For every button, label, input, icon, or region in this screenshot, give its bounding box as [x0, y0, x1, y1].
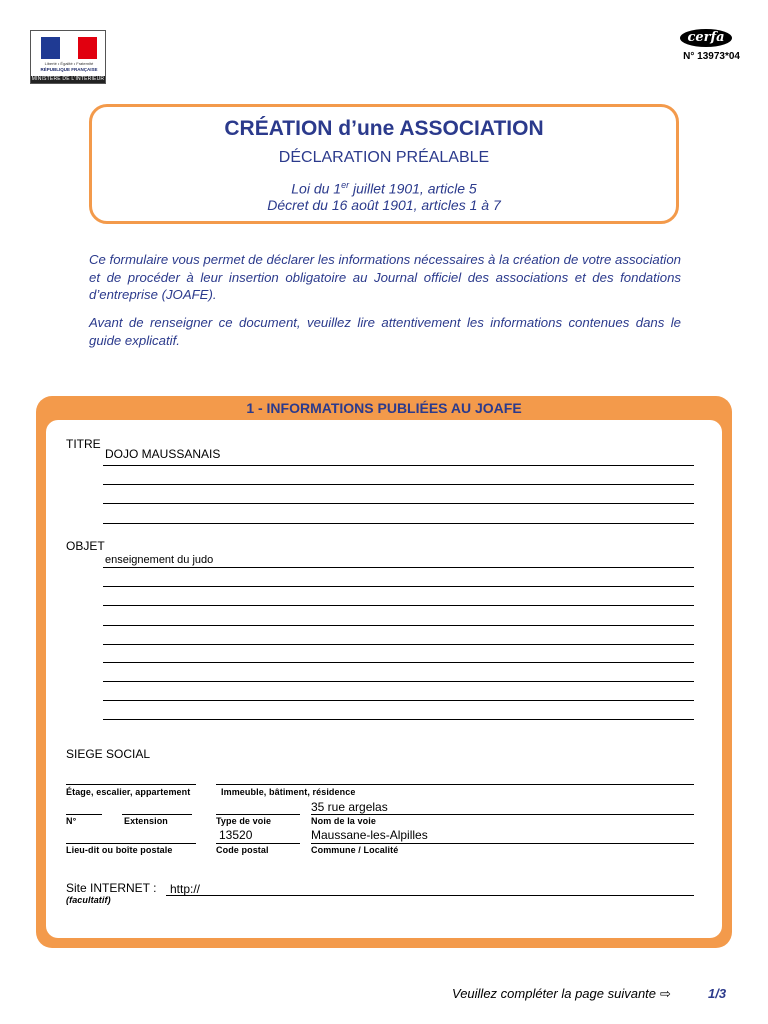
immeuble-line[interactable] [216, 784, 694, 785]
lieudit-line[interactable] [66, 843, 196, 844]
numero-label: N° [66, 816, 77, 826]
type-voie-label: Type de voie [216, 816, 272, 826]
section-body [46, 420, 722, 938]
objet-label: OBJET [66, 539, 105, 553]
section-informations-joafe [36, 396, 732, 948]
nom-voie-label: Nom de la voie [311, 816, 376, 826]
intro-paragraph-2: Avant de renseigner ce document, veuillez lire attentivement les informations contenues dans le guide explicatif. [89, 315, 681, 348]
objet-line-4 [103, 625, 694, 626]
extension-line[interactable] [122, 814, 192, 815]
form-subtitle: DÉCLARATION PRÉALABLE [278, 149, 490, 166]
site-internet-value[interactable]: http:// [170, 882, 201, 896]
facultatif-label: (facultatif) [66, 895, 111, 905]
siege-social-label: SIEGE SOCIAL [66, 747, 151, 761]
law-superscript: er [341, 180, 350, 190]
form-title: CRÉATION d’une ASSOCIATION [224, 117, 544, 140]
republique-francaise-logo [30, 30, 106, 84]
objet-line-6 [103, 662, 694, 663]
law-reference [92, 180, 676, 197]
titre-label: TITRE [66, 437, 101, 451]
decree-reference: Décret du 16 août 1901, articles 1 à 7 [267, 197, 501, 213]
cerfa-logo: cerfa [680, 29, 732, 47]
right-arrow-icon: ⇨ [660, 986, 671, 1001]
logo-motto: Liberté • Égalité • Fraternité [44, 61, 94, 66]
title-box [89, 104, 679, 224]
section-title: 1 - INFORMATIONS PUBLIÉES AU JOAFE [246, 400, 522, 416]
objet-line-1 [103, 567, 694, 568]
titre-line-4 [103, 523, 694, 524]
nom-voie-line[interactable] [311, 814, 694, 815]
etage-label: Étage, escalier, appartement [66, 787, 191, 797]
code-postal-line[interactable] [216, 843, 300, 844]
lieudit-label: Lieu-dit ou boîte postale [66, 845, 173, 855]
continue-text: Veuillez compléter la page suivante [452, 986, 657, 1001]
commune-label: Commune / Localité [311, 845, 399, 855]
logo-ministry: MINISTÈRE DE L'INTÉRIEUR [31, 76, 105, 82]
code-postal-value[interactable]: 13520 [219, 828, 253, 842]
site-internet-line[interactable] [166, 895, 694, 896]
objet-line-3 [103, 605, 694, 606]
law-suffix: juillet 1901, article 5 [349, 180, 477, 197]
etage-line[interactable] [66, 784, 196, 785]
continue-note [452, 986, 671, 1002]
law-prefix: Loi du 1 [291, 180, 342, 197]
objet-line-9 [103, 719, 694, 720]
objet-line-5 [103, 644, 694, 645]
nom-voie-value[interactable]: 35 rue argelas [311, 800, 388, 814]
cerfa-number: N° 13973*04 [683, 51, 740, 62]
objet-line-2 [103, 586, 694, 587]
titre-line-1 [103, 465, 694, 466]
titre-line-2 [103, 484, 694, 485]
intro-paragraph-1: Ce formulaire vous permet de déclarer les informations nécessaires à la création de votre association et de procéder à leur insertion obligatoire au Journal officiel des associations et des fondations d’entreprise (JOAFE). [89, 252, 681, 302]
immeuble-label: Immeuble, bâtiment, résidence [221, 787, 356, 797]
code-postal-label: Code postal [216, 845, 269, 855]
objet-line-7 [103, 681, 694, 682]
titre-line-3 [103, 503, 694, 504]
commune-line[interactable] [311, 843, 694, 844]
type-voie-line[interactable] [216, 814, 300, 815]
site-internet-label: Site INTERNET : [66, 881, 157, 895]
french-flag-icon [41, 37, 97, 59]
commune-value[interactable]: Maussane-les-Alpilles [311, 828, 428, 842]
extension-label: Extension [124, 816, 168, 826]
page-number: 1/3 [708, 986, 727, 1001]
logo-republique: RÉPUBLIQUE FRANÇAISE [40, 67, 98, 72]
objet-line-8 [103, 700, 694, 701]
objet-value[interactable]: enseignement du judo [105, 554, 214, 566]
numero-line[interactable] [66, 814, 102, 815]
titre-value[interactable]: DOJO MAUSSANAIS [105, 447, 221, 461]
